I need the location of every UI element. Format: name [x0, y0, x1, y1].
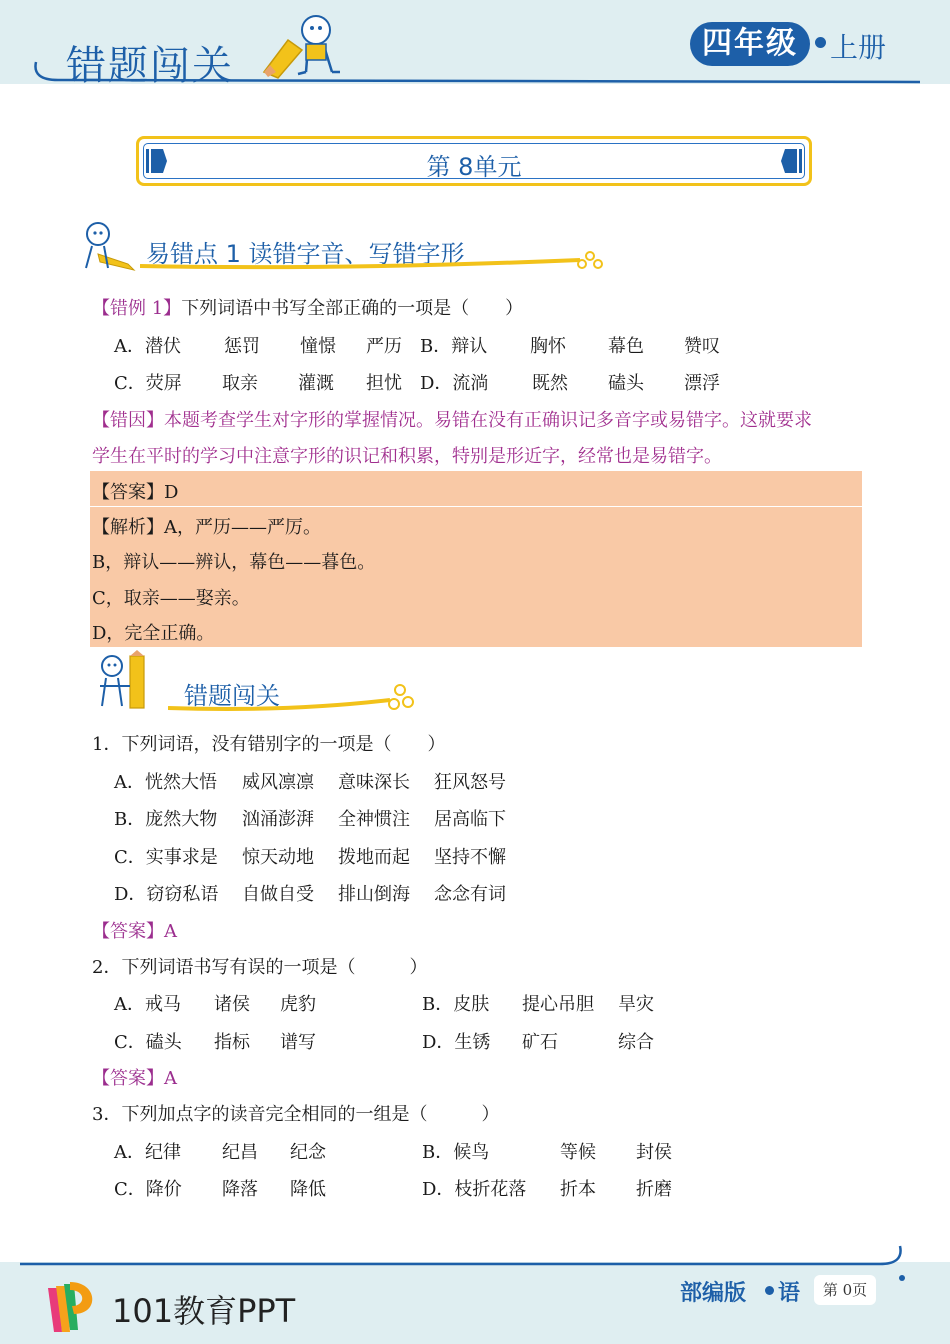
q3-option: 降落	[222, 1179, 258, 1200]
q3-option: A．纪律	[114, 1142, 181, 1163]
analysis-line: B，辩认——辨认，幕色——暮色。	[92, 552, 376, 573]
q1-option: 自做自受	[242, 884, 314, 905]
q1-option: 惊天动地	[242, 847, 314, 868]
answer-row-bg	[90, 471, 862, 506]
q2-option: 指标	[214, 1032, 250, 1053]
section-underline-swoosh	[168, 676, 418, 716]
pencil-boy-icon	[96, 650, 152, 712]
option-item: B．辩认	[420, 336, 488, 357]
page-number: 第 0页	[814, 1275, 876, 1305]
option-item: 严历	[366, 336, 402, 357]
q1-option: A．恍然大悟	[114, 772, 217, 793]
question-2-answer	[92, 1064, 177, 1090]
option-item: 漂浮	[684, 373, 720, 394]
analysis-line: D，完全正确。	[92, 623, 215, 644]
q1-option: 排山倒海	[338, 884, 410, 905]
question-2-stem: 2．下列词语书写有误的一项是（ ）	[92, 957, 428, 978]
q3-option: 纪昌	[222, 1142, 258, 1163]
brand-logo-icon	[40, 1278, 102, 1336]
q3-option: 封侯	[636, 1142, 672, 1163]
section-title-error-point: 易错点 1 读错字音、写错字形	[146, 240, 465, 268]
grade-separator-dot	[815, 37, 826, 48]
answer-tag: 【答案】	[92, 921, 164, 942]
option-item: 取亲	[222, 373, 258, 394]
q3-option: 纪念	[290, 1142, 326, 1163]
section-title-practice: 错题闯关	[184, 682, 280, 710]
analysis-line: 【解析】A，严历——严厉。	[92, 517, 321, 538]
pencil-mascot-icon	[258, 10, 348, 80]
unit-banner	[136, 136, 812, 186]
q1-option: 坚持不懈	[434, 847, 506, 868]
option-item: C．荧屏	[114, 373, 182, 394]
q1-option: 全神惯注	[338, 809, 410, 830]
q1-option: 意味深长	[338, 772, 410, 793]
q3-option: C．降价	[114, 1179, 182, 1200]
option-item: 磕头	[608, 373, 644, 394]
q2-option: 矿石	[522, 1032, 558, 1053]
question-1-stem: 1．下列词语，没有错别字的一项是（ ）	[92, 734, 446, 755]
q3-option: 折本	[560, 1179, 596, 1200]
example-question-text: 下列词语中书写全部正确的一项是（ ）	[181, 298, 524, 319]
subject-label: 语	[778, 1281, 801, 1306]
edition-separator-dot	[765, 1286, 774, 1295]
q1-option: 拨地而起	[338, 847, 410, 868]
header-title: 错题闯关	[66, 43, 234, 89]
option-item: 惩罚	[224, 336, 260, 357]
answer-tag: 【答案】	[92, 1068, 164, 1089]
option-item: 赞叹	[684, 336, 720, 357]
brand-logo-text: 101教育PPT	[112, 1292, 296, 1330]
q3-option: 降低	[290, 1179, 326, 1200]
q2-option: 综合	[618, 1032, 654, 1053]
q1-option: 念念有词	[434, 884, 506, 905]
q3-option: B．候鸟	[422, 1142, 490, 1163]
q1-option: C．实事求是	[114, 847, 218, 868]
answer-line: 【答案】D	[92, 482, 179, 503]
question-3-stem: 3．下列加点字的读音完全相同的一组是（ ）	[92, 1104, 500, 1125]
q2-option: 谱写	[280, 1032, 316, 1053]
q1-option: D．窃窃私语	[114, 884, 219, 905]
q2-option: 诸侯	[214, 994, 250, 1015]
question-1-answer	[92, 917, 177, 943]
q2-option: A．戒马	[114, 994, 181, 1015]
example-question	[92, 294, 523, 320]
grade-volume: 上册	[830, 31, 887, 64]
answer-value: A	[164, 921, 177, 942]
pencil-mascot-small-icon	[78, 220, 140, 272]
option-item: A．潜伏	[114, 336, 181, 357]
analysis-line: C，取亲——娶亲。	[92, 588, 250, 609]
option-item: 幕色	[608, 336, 644, 357]
error-reason-line2: 学生在平时的学习中注意字形的识记和积累，特别是形近字，经常也是易错字。	[92, 446, 722, 467]
q3-option: 等候	[560, 1142, 596, 1163]
q2-option: 旱灾	[618, 994, 654, 1015]
option-item: 既然	[532, 373, 568, 394]
answer-value: A	[164, 1068, 177, 1089]
q1-option: B．庞然大物	[114, 809, 218, 830]
q2-option: 提心吊胆	[522, 994, 594, 1015]
unit-title: 第 8单元	[426, 153, 522, 181]
q1-option: 狂风怒号	[434, 772, 506, 793]
option-item: 担忧	[366, 373, 402, 394]
q2-option: D．生锈	[422, 1032, 491, 1053]
option-item: D．流淌	[420, 373, 489, 394]
grade-badge: 四年级	[690, 22, 810, 66]
q1-option: 汹涌澎湃	[242, 809, 314, 830]
reason-tag: 【错因】	[92, 410, 164, 431]
q1-option: 居高临下	[434, 809, 506, 830]
q1-option: 威风凛凛	[242, 772, 314, 793]
q3-option: 折磨	[636, 1179, 672, 1200]
option-item: 憧憬	[300, 336, 336, 357]
edition-label: 部编版	[680, 1281, 747, 1306]
error-reason-line1	[92, 406, 812, 432]
q2-option: 虎豹	[280, 994, 316, 1015]
example-tag: 【错例 1】	[92, 298, 182, 319]
section-underline-swoosh	[140, 244, 610, 274]
q2-option: C．磕头	[114, 1032, 182, 1053]
q2-option: B．皮肤	[422, 994, 490, 1015]
reason-text-1: 本题考查学生对字形的掌握情况。易错在没有正确识记多音字或易错字。这就要求	[164, 410, 812, 431]
option-item: 灌溉	[298, 373, 334, 394]
q3-option: D．枝折花落	[422, 1179, 527, 1200]
option-item: 胸怀	[530, 336, 566, 357]
